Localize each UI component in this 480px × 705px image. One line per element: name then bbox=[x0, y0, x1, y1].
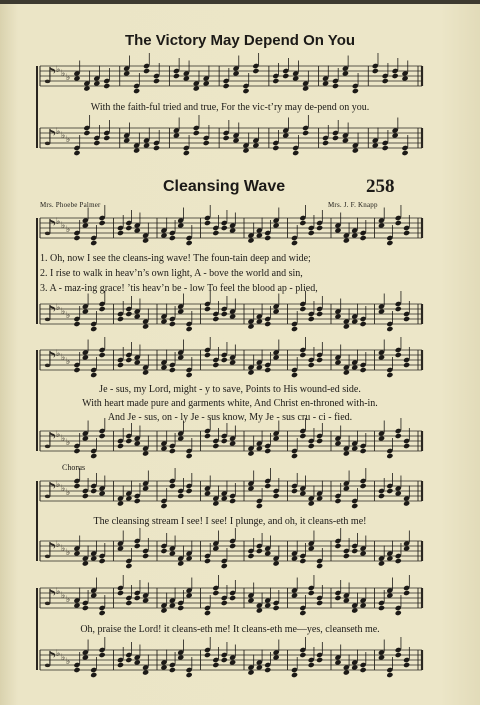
note-head bbox=[395, 610, 402, 616]
note-head bbox=[343, 553, 350, 559]
note-head bbox=[316, 438, 323, 444]
note-head bbox=[90, 672, 97, 678]
flat-sign: ♭ bbox=[56, 587, 61, 597]
note-head bbox=[153, 78, 160, 84]
note-head bbox=[212, 590, 219, 596]
note-head bbox=[103, 135, 110, 141]
note-head bbox=[316, 357, 323, 363]
note-head bbox=[299, 220, 306, 226]
flat-sign: ♭ bbox=[61, 484, 66, 494]
note-head bbox=[302, 130, 309, 136]
note-head bbox=[352, 88, 359, 94]
note-head bbox=[264, 483, 271, 489]
note-head bbox=[173, 73, 180, 79]
note-head bbox=[134, 543, 141, 549]
note-head bbox=[169, 483, 176, 489]
flat-sign: ♭ bbox=[56, 480, 61, 490]
note-head bbox=[90, 240, 97, 246]
note-head bbox=[125, 225, 132, 231]
top-song-lyric: With the faith-ful tried and true, For the vic-t’ry may de-pend on you. bbox=[90, 102, 370, 113]
note-head bbox=[90, 326, 97, 332]
note-head bbox=[360, 367, 367, 373]
note-head bbox=[221, 657, 228, 663]
note-head bbox=[273, 605, 280, 611]
note-head bbox=[186, 453, 193, 459]
note-head bbox=[401, 150, 408, 156]
note-head bbox=[291, 372, 298, 378]
note-head bbox=[291, 488, 298, 494]
note-head bbox=[403, 662, 410, 668]
note-head bbox=[291, 326, 298, 332]
note-head bbox=[316, 657, 323, 663]
note-head bbox=[99, 220, 106, 226]
note-head bbox=[386, 672, 393, 678]
note-head bbox=[316, 225, 323, 231]
note-head bbox=[93, 140, 100, 146]
flat-sign: ♭ bbox=[56, 540, 61, 550]
note-head bbox=[264, 448, 271, 454]
note-head bbox=[272, 145, 279, 151]
note-head bbox=[273, 493, 280, 499]
note-head bbox=[308, 590, 315, 596]
top-song-title: The Victory May Depend On You bbox=[124, 32, 356, 49]
note-head bbox=[117, 362, 124, 368]
note-head bbox=[322, 140, 329, 146]
note-head bbox=[186, 672, 193, 678]
note-head bbox=[299, 306, 306, 312]
note-head bbox=[252, 68, 259, 74]
note-head bbox=[212, 362, 219, 368]
note-head bbox=[169, 235, 176, 241]
note-head bbox=[204, 652, 211, 658]
note-head bbox=[351, 548, 358, 554]
note-head bbox=[332, 135, 339, 141]
note-head bbox=[386, 372, 393, 378]
note-head bbox=[117, 590, 124, 596]
note-head bbox=[292, 150, 299, 156]
words-credit: Mrs. Phoebe Palmer bbox=[40, 201, 101, 209]
note-head bbox=[299, 652, 306, 658]
note-head bbox=[403, 316, 410, 322]
flat-sign: ♭ bbox=[61, 69, 66, 79]
note-head bbox=[382, 78, 389, 84]
note-head bbox=[186, 372, 193, 378]
chorus-label: Chorus bbox=[62, 463, 86, 472]
clef-symbol: ♪ bbox=[43, 302, 58, 327]
note-head bbox=[73, 235, 80, 241]
clef-symbol: ♪ bbox=[43, 348, 58, 373]
clef-symbol: ♪ bbox=[43, 126, 58, 151]
note-head bbox=[282, 73, 289, 79]
note-head bbox=[221, 311, 228, 317]
note-head bbox=[316, 311, 323, 317]
flat-sign: ♭ bbox=[61, 544, 66, 554]
flat-sign: ♭ bbox=[61, 131, 66, 141]
note-head bbox=[133, 88, 140, 94]
note-head bbox=[403, 230, 410, 236]
note-head bbox=[360, 483, 367, 489]
note-head bbox=[264, 367, 271, 373]
note-head bbox=[395, 220, 402, 226]
note-head bbox=[395, 433, 402, 439]
verse-line: Je - sus, my Lord, might - y to save, Points to His wound-ed side. bbox=[99, 384, 361, 395]
flat-sign: ♭ bbox=[66, 548, 71, 558]
note-head bbox=[73, 483, 80, 489]
note-head bbox=[212, 316, 219, 322]
flat-sign: ♭ bbox=[61, 221, 66, 231]
clef-symbol: ♪ bbox=[43, 648, 58, 673]
note-head bbox=[264, 235, 271, 241]
note-head bbox=[256, 503, 263, 509]
note-head bbox=[83, 130, 90, 136]
note-head bbox=[73, 667, 80, 673]
note-head bbox=[386, 453, 393, 459]
note-head bbox=[134, 595, 141, 601]
chorus-line: Oh, praise the Lord! it cleans-eth me! It cleans-eth me—yes, cleanseth me. bbox=[80, 624, 380, 635]
note-head bbox=[212, 230, 219, 236]
note-head bbox=[392, 73, 399, 79]
note-head bbox=[360, 667, 367, 673]
note-head bbox=[291, 453, 298, 459]
flat-sign: ♭ bbox=[61, 353, 66, 363]
note-head bbox=[308, 316, 315, 322]
hymn-number: 258 bbox=[366, 176, 395, 197]
note-head bbox=[204, 433, 211, 439]
note-head bbox=[229, 543, 236, 549]
note-head bbox=[212, 662, 219, 668]
flat-sign: ♭ bbox=[56, 430, 61, 440]
verse-line: 3. A - maz-ing grace! ’tis heav’n be - low To feel the blood ap - plied, bbox=[40, 283, 318, 294]
note-head bbox=[82, 605, 89, 611]
clef-symbol: ♪ bbox=[43, 216, 58, 241]
note-head bbox=[316, 600, 323, 606]
note-head bbox=[221, 438, 228, 444]
flat-sign: ♭ bbox=[61, 653, 66, 663]
note-head bbox=[221, 357, 228, 363]
note-head bbox=[334, 543, 341, 549]
note-head bbox=[299, 558, 306, 564]
note-head bbox=[223, 135, 230, 141]
flat-sign: ♭ bbox=[66, 311, 71, 321]
note-head bbox=[99, 352, 106, 358]
note-head bbox=[186, 326, 193, 332]
flat-sign: ♭ bbox=[66, 73, 71, 83]
note-head bbox=[142, 553, 149, 559]
note-head bbox=[221, 600, 228, 606]
flat-sign: ♭ bbox=[61, 434, 66, 444]
note-head bbox=[221, 563, 228, 569]
note-head bbox=[291, 240, 298, 246]
flat-sign: ♭ bbox=[66, 225, 71, 235]
note-head bbox=[334, 498, 341, 504]
note-head bbox=[99, 306, 106, 312]
note-head bbox=[360, 448, 367, 454]
note-head bbox=[247, 553, 254, 559]
note-head bbox=[203, 140, 210, 146]
note-head bbox=[73, 367, 80, 373]
note-head bbox=[177, 493, 184, 499]
note-head bbox=[125, 357, 132, 363]
note-head bbox=[186, 240, 193, 246]
note-head bbox=[264, 321, 271, 327]
note-head bbox=[332, 83, 339, 89]
note-head bbox=[99, 610, 106, 616]
note-head bbox=[372, 68, 379, 74]
note-head bbox=[73, 150, 80, 156]
note-head bbox=[204, 352, 211, 358]
note-head bbox=[183, 150, 190, 156]
flat-sign: ♭ bbox=[66, 657, 71, 667]
note-head bbox=[395, 652, 402, 658]
flat-sign: ♭ bbox=[61, 307, 66, 317]
note-head bbox=[169, 367, 176, 373]
note-head bbox=[193, 130, 200, 136]
note-head bbox=[117, 662, 124, 668]
note-head bbox=[143, 68, 150, 74]
note-head bbox=[186, 488, 193, 494]
note-head bbox=[125, 311, 132, 317]
note-head bbox=[212, 443, 219, 449]
note-head bbox=[360, 235, 367, 241]
clef-symbol: ♪ bbox=[43, 429, 58, 454]
note-head bbox=[125, 563, 132, 569]
verse-line: 2. I rise to walk in heav’n’s own light, A - bove the world and sin, bbox=[40, 268, 303, 279]
note-head bbox=[90, 488, 97, 494]
music-credit: Mrs. J. F. Knapp bbox=[328, 201, 378, 209]
verse-line: 1. Oh, now I see the cleans-ing wave! The foun-tain deep and wide; bbox=[40, 253, 311, 264]
note-head bbox=[308, 443, 315, 449]
flat-sign: ♭ bbox=[56, 303, 61, 313]
flat-sign: ♭ bbox=[56, 127, 61, 137]
note-head bbox=[160, 548, 167, 554]
note-head bbox=[386, 488, 393, 494]
note-head bbox=[382, 145, 389, 151]
note-head bbox=[395, 558, 402, 564]
note-head bbox=[160, 503, 167, 509]
note-head bbox=[204, 558, 211, 564]
note-head bbox=[204, 220, 211, 226]
chorus-line: The cleansing stream I see! I see! I plunge, and oh, it cleans-eth me! bbox=[93, 516, 367, 527]
clef-symbol: ♪ bbox=[43, 586, 58, 611]
note-head bbox=[169, 448, 176, 454]
note-head bbox=[134, 498, 141, 504]
note-head bbox=[242, 88, 249, 94]
note-head bbox=[82, 493, 89, 499]
note-head bbox=[99, 433, 106, 439]
note-head bbox=[360, 321, 367, 327]
note-head bbox=[117, 316, 124, 322]
note-head bbox=[291, 672, 298, 678]
note-head bbox=[403, 443, 410, 449]
note-head bbox=[264, 667, 271, 673]
note-head bbox=[204, 610, 211, 616]
flat-sign: ♭ bbox=[66, 357, 71, 367]
note-head bbox=[229, 498, 236, 504]
note-head bbox=[316, 563, 323, 569]
note-head bbox=[90, 372, 97, 378]
flat-sign: ♭ bbox=[56, 349, 61, 359]
note-head bbox=[125, 600, 132, 606]
note-head bbox=[308, 362, 315, 368]
note-head bbox=[73, 321, 80, 327]
note-head bbox=[386, 326, 393, 332]
clef-symbol: ♪ bbox=[43, 64, 58, 89]
note-head bbox=[378, 493, 385, 499]
flat-sign: ♭ bbox=[66, 595, 71, 605]
clef-symbol: ♪ bbox=[43, 539, 58, 564]
verse-line: With heart made pure and garments white, And Christ en-throned with-in. bbox=[82, 398, 378, 409]
note-head bbox=[125, 438, 132, 444]
note-head bbox=[299, 352, 306, 358]
note-head bbox=[351, 503, 358, 509]
note-head bbox=[256, 548, 263, 554]
note-head bbox=[308, 662, 315, 668]
note-head bbox=[103, 83, 110, 89]
flat-sign: ♭ bbox=[66, 438, 71, 448]
flat-sign: ♭ bbox=[61, 591, 66, 601]
note-head bbox=[177, 605, 184, 611]
note-head bbox=[169, 667, 176, 673]
flat-sign: ♭ bbox=[56, 217, 61, 227]
flat-sign: ♭ bbox=[66, 135, 71, 145]
note-head bbox=[169, 321, 176, 327]
clef-symbol: ♪ bbox=[43, 479, 58, 504]
note-head bbox=[403, 362, 410, 368]
note-head bbox=[334, 595, 341, 601]
note-head bbox=[299, 433, 306, 439]
flat-sign: ♭ bbox=[56, 65, 61, 75]
flat-sign: ♭ bbox=[56, 649, 61, 659]
note-head bbox=[299, 610, 306, 616]
note-head bbox=[308, 230, 315, 236]
note-head bbox=[223, 83, 230, 89]
hymn-title: Cleansing Wave bbox=[163, 178, 286, 195]
note-head bbox=[125, 657, 132, 663]
note-head bbox=[272, 78, 279, 84]
note-head bbox=[73, 448, 80, 454]
note-head bbox=[378, 605, 385, 611]
note-head bbox=[386, 240, 393, 246]
verse-line: And Je - sus, on - ly Je - sus know, My Je - sus cru - ci - fied. bbox=[107, 412, 353, 423]
note-head bbox=[204, 306, 211, 312]
flat-sign: ♭ bbox=[66, 488, 71, 498]
note-head bbox=[153, 145, 160, 151]
note-head bbox=[395, 352, 402, 358]
note-head bbox=[403, 590, 410, 596]
note-head bbox=[117, 443, 124, 449]
note-head bbox=[99, 652, 106, 658]
note-head bbox=[99, 558, 106, 564]
note-head bbox=[395, 306, 402, 312]
note-head bbox=[90, 453, 97, 459]
note-head bbox=[229, 595, 236, 601]
note-head bbox=[221, 225, 228, 231]
note-head bbox=[117, 230, 124, 236]
